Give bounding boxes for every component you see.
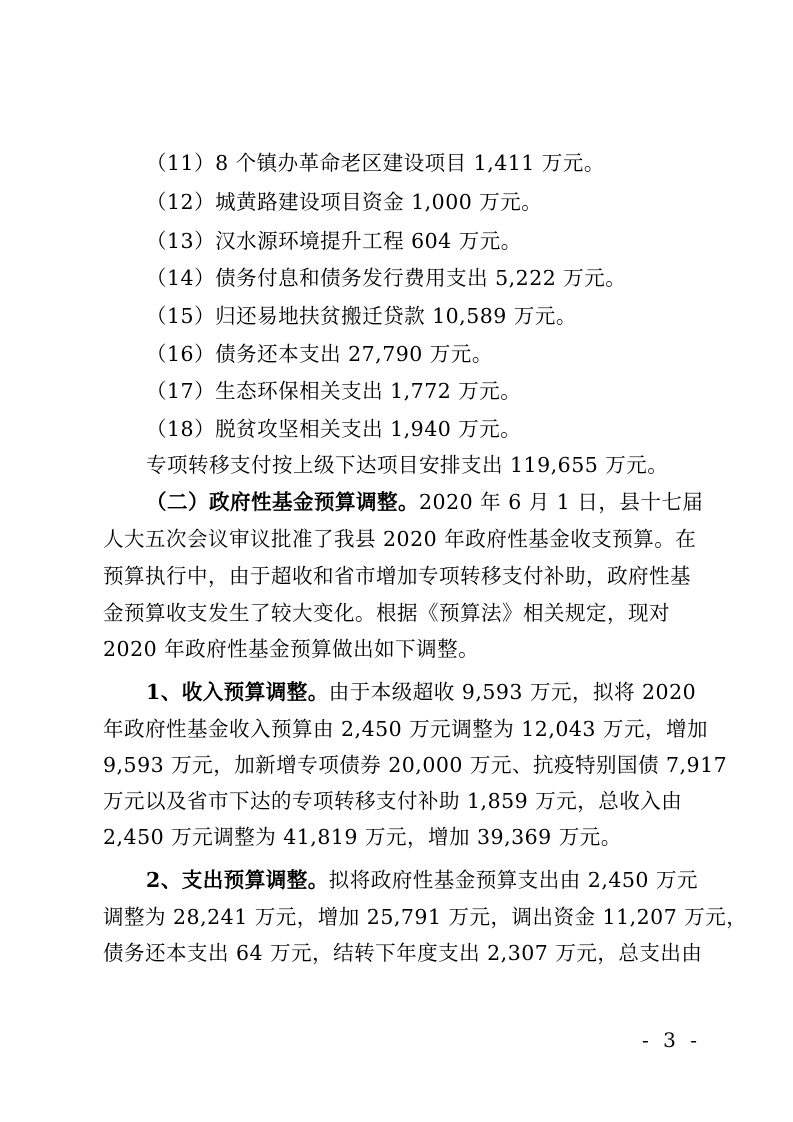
- expense-first-line: [146, 867, 746, 893]
- expense-line2: 调整为 28,241 万元，增加 25,791 万元，调出资金 11,207 万元，: [103, 905, 748, 929]
- section2-line2: 人大五次会议审议批准了我县 2020 年政府性基金收支预算。在: [103, 527, 697, 551]
- list-item-11: （11）8 个镇办革命老区建设项目 1,411 万元。: [146, 151, 605, 175]
- list-item-15: （15）归还易地扶贫搬迁贷款 10,589 万元。: [146, 304, 577, 328]
- list-item-18: （18）脱贫攻坚相关支出 1,940 万元。: [146, 417, 522, 441]
- income-line4: 万元以及省市下达的专项转移支付补助 1,859 万元，总收入由: [103, 789, 683, 813]
- list-item-12: （12）城黄路建设项目资金 1,000 万元。: [146, 190, 543, 214]
- expense-line1-text: 拟将政府性基金预算支出由 2,450 万元: [328, 868, 698, 892]
- list-item-14: （14）债务付息和债务发行费用支出 5,222 万元。: [146, 266, 627, 290]
- income-heading: 1、收入预算调整。: [146, 680, 329, 704]
- list-item-13: （13）汉水源环境提升工程 604 万元。: [146, 229, 522, 253]
- section2-line5: 2020 年政府性基金预算做出如下调整。: [103, 637, 480, 661]
- income-line3: 9,593 万元，加新增专项债券 20,000 万元、抗疫特别国债 7,917: [103, 753, 728, 777]
- section2-line1-text: 2020 年 6 月 1 日，县十七届: [419, 490, 704, 514]
- section2-line3: 预算执行中，由于超收和省市增加专项转移支付补助，政府性基: [103, 564, 691, 588]
- income-first-line: [146, 679, 746, 705]
- income-line1-text: 由于本级超收 9,593 万元，拟将 2020: [328, 680, 697, 704]
- special-transfer-paragraph: 专项转移支付按上级下达项目安排支出 119,655 万元。: [146, 453, 669, 477]
- expense-heading: 2、支出预算调整。: [146, 868, 329, 892]
- income-line5: 2,450 万元调整为 41,819 万元，增加 39,369 万元。: [103, 825, 622, 849]
- section2-line4: 金预算收支发生了较大变化。根据《预算法》相关规定，现对: [103, 601, 670, 625]
- list-item-16: （16）债务还本支出 27,790 万元。: [146, 342, 493, 366]
- income-line2: 年政府性基金收入预算由 2,450 万元调整为 12,043 万元，增加: [103, 717, 708, 741]
- list-item-17: （17）生态环保相关支出 1,772 万元。: [146, 379, 522, 403]
- expense-line3: 债务还本支出 64 万元，结转下年度支出 2,307 万元，总支出由: [103, 941, 703, 965]
- section2-first-line: [146, 489, 746, 515]
- page-number: - 3 -: [642, 1028, 701, 1052]
- section2-heading: （二）政府性基金预算调整。: [146, 490, 419, 514]
